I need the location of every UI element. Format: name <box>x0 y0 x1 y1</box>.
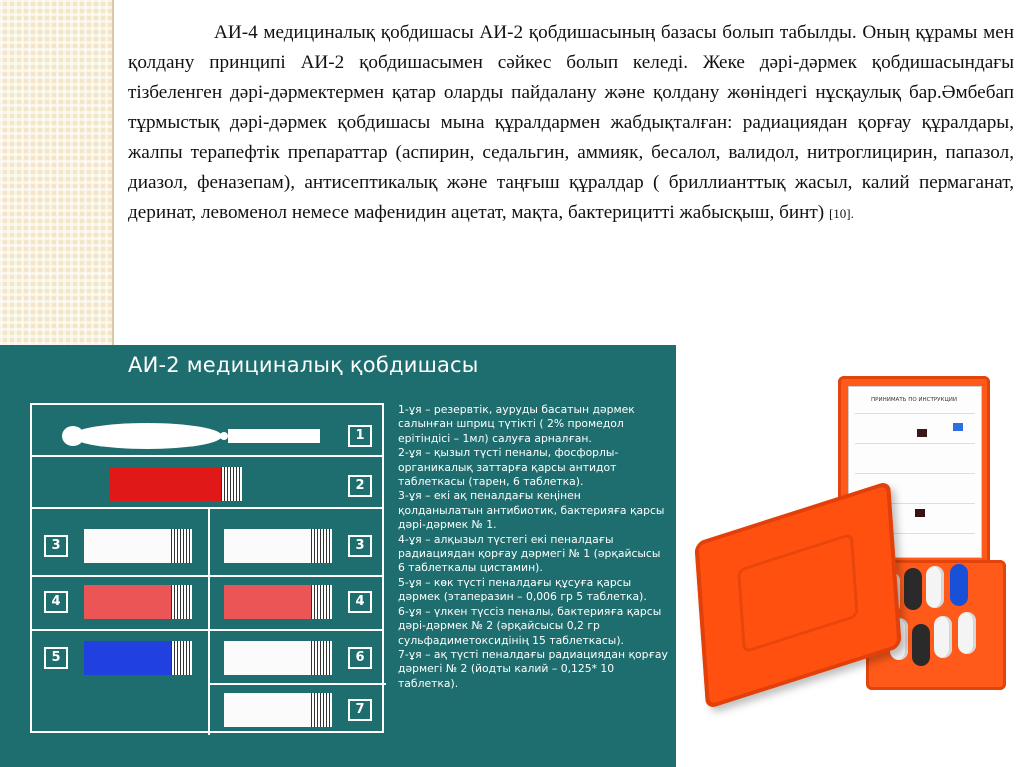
slot-number-2: 2 <box>348 475 372 497</box>
slot-number-5: 5 <box>44 647 68 669</box>
pink-pencil-case-icon <box>224 585 332 619</box>
slot-number-6: 6 <box>348 647 372 669</box>
legend-item-7: 7-ұя – ақ түсті пеналдағы радиациядан қорғау дәрмегі № 2 (йодты калий – 0,125* 10 таблетка). <box>398 647 668 690</box>
kit-scheme <box>30 403 384 733</box>
slot-number-4-right: 4 <box>348 591 372 613</box>
description-text <box>128 18 1014 229</box>
decorative-side-pattern <box>0 0 112 345</box>
large-clear-pencil-case-icon <box>224 641 332 675</box>
kit-legend <box>398 403 668 691</box>
slot-number-1: 1 <box>348 425 372 447</box>
legend-item-1: 1-ұя – резервтік, ауруды басатын дәрмек салынған шприц түтікті ( 2% промедол ерітіндісі – 1мл) салуға арналған. <box>398 403 635 445</box>
scheme-divider <box>208 683 386 685</box>
syringe-neck-icon <box>220 432 228 440</box>
panel-title: АИ-2 медициналық қобдишасы <box>128 353 479 377</box>
slot-number-7: 7 <box>348 699 372 721</box>
scheme-divider <box>32 455 382 457</box>
pink-pencil-case-icon <box>84 585 192 619</box>
instruction-header: ПРИНИМАТЬ ПО ИНСТРУКЦИИ <box>871 397 957 403</box>
legend-item-6: 6-ұя – үлкен түссіз пеналы, бактерияға қарсы дәрі-дәрмек № 2 (әрқайсысы 0,2 гр сульфадиметоксидінің 15 таблеткасы). <box>398 604 662 647</box>
scheme-divider <box>32 629 382 631</box>
paragraph <box>128 18 1014 229</box>
ai2-kit-panel <box>0 345 676 767</box>
reference: [10]. <box>828 206 854 221</box>
syringe-tube-icon <box>72 423 222 449</box>
white-pencil-case-icon <box>84 529 192 563</box>
legend-item-5: 5-ұя – көк түсті пеналдағы құсуға қарсы дәрмек (этаперазин – 0,006 гр 5 таблетка). <box>398 575 647 604</box>
first-aid-kit-photo <box>690 372 1015 702</box>
white-pencil-case-icon <box>224 529 332 563</box>
scheme-divider <box>32 507 382 509</box>
white-pencil-case-icon <box>224 693 332 727</box>
slot-number-3-left: 3 <box>44 535 68 557</box>
slot-number-3-right: 3 <box>348 535 372 557</box>
legend-item-2: 2-ұя – қызыл түсті пеналы, фосфорлы-органикалық заттарға қарсы антидот таблеткасы (тарен, 6 таблетка). <box>398 446 619 489</box>
decorative-divider <box>112 0 114 345</box>
blue-pencil-case-icon <box>84 641 192 675</box>
slot-number-4-left: 4 <box>44 591 68 613</box>
scheme-vertical-divider <box>208 509 210 735</box>
legend-item-4: 4-ұя – алқызыл түстегі екі пеналдағы радиациядан қорғау дәрмегі № 1 (әрқайсысы 6 таблеткалы цистамин). <box>398 532 661 575</box>
syringe-needle-icon <box>228 429 320 443</box>
scheme-divider <box>32 575 382 577</box>
paragraph-body: АИ-4 медициналық қобдишасы АИ-2 қобдишасының базасы болып табылды. Оның құрамы мен қолдану принципі АИ-2 қобдишасымен сәйкес болып келеді. Жеке дәрі-дәрмек қобдишасындағы тізбеленген дәрі-дәрмектермен қатар оларды пайдалану және қолдану жөніндегі нұсқаулық бар.Әмбебап тұрмыстық дәрі-дәрмек қобдишасы мына құралдармен жабдықталған: радиациядан қорғау құралдары, жалпы терапефтік препараттар (аспирин, седальгин, аммияк, бесалол, валидол, нитроглицирин, папазол, диазол, феназепам), антисептикалық және таңғыш құралдар ( бриллианттық жасыл, калий пермаганат, деринат, левоменол немесе мафенидин ацетат, мақта, бактерицитті жабысқыш, бинт) <box>128 22 1014 223</box>
red-pencil-case-icon <box>110 467 242 501</box>
legend-item-3: 3-ұя – екі ақ пеналдағы кеңінен қолданылатын антибиотик, бактерияға қарсы дәрі-дәрмек № 1. <box>398 489 665 532</box>
